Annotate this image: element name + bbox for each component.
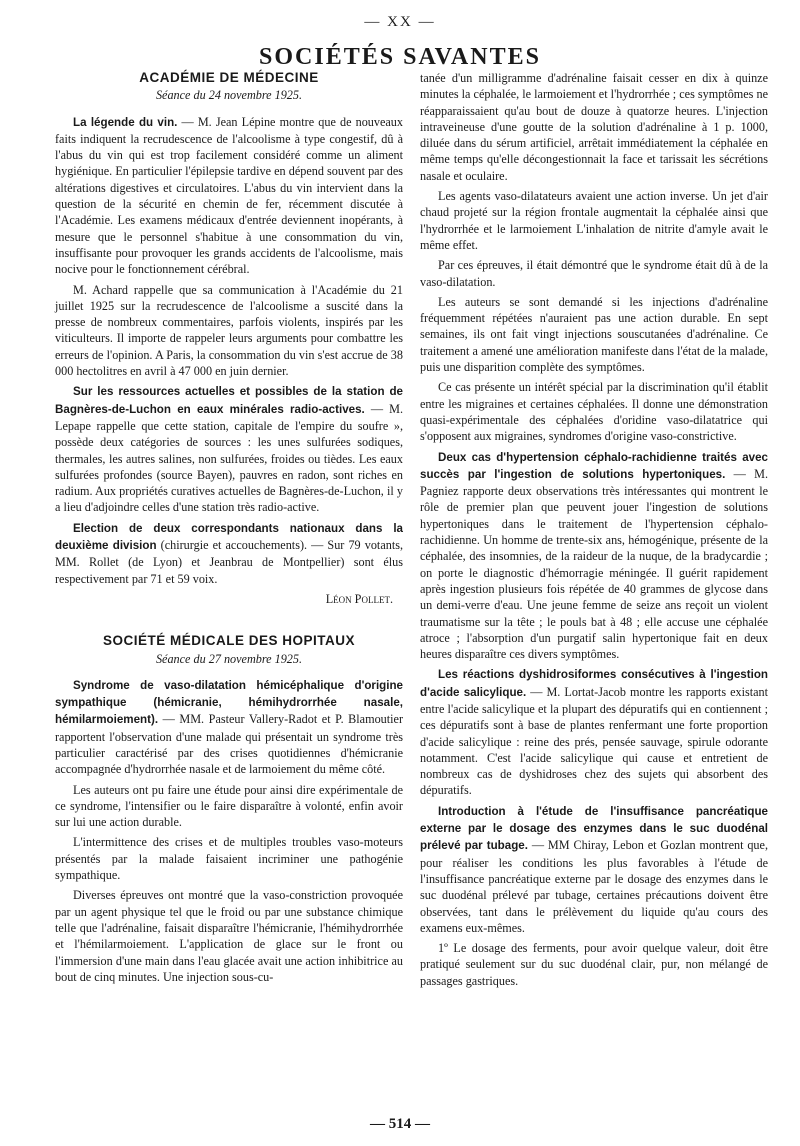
section-title-hopitaux: SOCIÉTÉ MÉDICALE DES HOPITAUX (102, 633, 356, 649)
article-vaso-dilatation (55, 677, 403, 778)
paragraph: Les auteurs ont pu faire une étude pour ainsi dire expérimentale de ce syndrome, l'intensifier ou le faire disparaître à volonté, enfin avoir sur lui une action durable. (55, 782, 403, 830)
paragraph: Les agents vaso-dilatateurs avaient une action inverse. Un jet d'air chaud projeté sur la région frontale augmentait la céphalée ainsi que l'hydrorrhée et le larmoiement L'inhalation de nitrite d'amyle avait le même effet. (420, 189, 768, 252)
section-title-academie: ACADÉMIE DE MÉDECINE (139, 70, 319, 85)
article-heading: Deux cas d'hypertension céphalo-rachidienne traités avec succès par l'ingestion de solutions hypertoniques. (420, 450, 768, 481)
paragraph-achard: M. Achard rappelle que sa communication à l'Académie du 21 juillet 1925 sur la recrudescence de l'alcoolisme a suscité dans la presse de nombreux commentaires, parfois violents, inspirés par les viticulteurs. Il importe de rappeler leurs arguments pour combattre les erreurs de l'opinion. A Paris, la consommation du vin s'est accrue de 38 000 hectolitres en avril à 47 000 en juin dernier. (55, 282, 403, 379)
left-column (55, 70, 403, 989)
right-column (420, 70, 768, 993)
page-number: — 514 — (370, 1116, 430, 1132)
paragraph: L'intermittence des crises et de multiples troubles vaso-moteurs présentés par la malade faisaient incriminer une pathogénie sympathique. (55, 835, 403, 883)
paragraph-continued: tanée d'un milligramme d'adrénaline faisait cesser en dix à quinze minutes la céphalée, le larmoiement et l'hydrorrhée ; ces symptômes ne réapparaissaient qu'au bout de douze à quatorze heures. L'injection intraveineuse d'une goutte de la solution d'adrénaline à 1 p. 1000, diluée dans du sérum artificiel, arrêtait immédiatement la céphalée en même temps qu'elle décongestionnait la face et tarissait les sécrétions nasale et oculaire. (420, 71, 768, 183)
article-heading: La légende du vin. (73, 115, 178, 129)
seance-date-hopitaux: Séance du 27 novembre 1925. (155, 651, 303, 666)
paragraph: Diverses épreuves ont montré que la vaso-constriction provoquée par un agent physique tel que le froid ou par une substance chimique telle que l'adrénaline, faisait disparaître l'hémicranie, l'hémihydrorrhée et l'hémilarmoiement. L'application de glace sur le front ou l'immersion d'une main dans l'eau glacée avait une action inhibitrice au bout de cinq minutes. Une injection sous-cu- (55, 888, 403, 984)
article-pancreatique (420, 803, 768, 936)
paragraph: 1º Le dosage des ferments, pour avoir quelque valeur, doit être pratiqué seulement sur du suc duodénal clair, pur, non mélangé de passages gastriques. (420, 941, 768, 988)
article-luchon (55, 383, 403, 515)
article-hypertension (420, 449, 768, 663)
article-legende-vin (55, 114, 403, 278)
article-body: — M. Lortat-Jacob montre les rapports existant entre l'acide salicylique et la plupart des dépuratifs qui en contiennent ; ces dépuratifs sont à base de plantes renfermant une forte proportion d'acide salicylique : reine des prés, pensée sauvage, spirule odorante notamment. C'est l'acide salicylique qui cause et entretient de nombreux cas de dyshidroses chez des sujets qui absorbent des dépuratifs. (420, 684, 768, 798)
article-heading: Syndrome de vaso-dilatation hémicéphalique d'origine sympathique (hémicranie, hémihydrorrhée nasale, hémilarmoiement). (55, 678, 403, 727)
article-body: — M. Lepape rappelle que cette station, capitale de l'empire du soufre », possède deux catégories de sources : les unes sulfurées sodiques, thermales, les autres salines, non sulfurées, froides ou tièdes. Les eaux sulfurées profondes (source Bayen), pauvres en radon, sont riches en radium. Aux propriétés curatives actuelles de Bagnères-de-Luchon, il y a lieu d'adjoindre celles d'une station très radio-active. (55, 401, 403, 515)
article-heading: Les réactions dyshidrosiformes consécutives à l'ingestion d'acide salicylique. (420, 668, 768, 699)
article-body: — M. Pagniez rapporte deux observations très intéressantes qui montrent le rôle de premier plan que peuvent jouer l'ingestion de solutions hypertoniques dans le traitement de l'hypertension céphalo-rachidienne. Un homme de trente-six ans, hémogénique, présente de la céphalée, des insomnies, de la raideur de la nuque, de la bradycardie ; on porte le diagnostic d'hémorragie méningée. Il guérit rapidement après ingestion plusieurs fois répétée de 40 grammes de glycose dans un demi-verre d'eau. Une jeune femme de seize ans reçoit un violent traumatisme sur la tête ; le pouls bat à 48 ; elle accuse une céphalée atroce ; l'absorption d'un purgatif salin hypertonique fait en deux heures disparaître ces divers symptômes. (420, 466, 768, 662)
article-heading: Election de deux correspondants nationaux dans la deuxième division (55, 521, 403, 553)
article-body: (chirurgie et accouchements). — Sur 79 votants, MM. Rollet (de Lyon) et Jeanbrau de Montpellier) sont élus respectivement par 71 et 59 voix. (55, 538, 404, 586)
paragraph: Par ces épreuves, il était démontré que le syndrome était dû à de la vaso-dilatation. (420, 258, 768, 289)
article-heading: Sur les ressources actuelles et possibles de la station de Bagnères-de-Luchon en eaux minérales radio-actives. (55, 385, 403, 416)
article-body: — MM. Pasteur Vallery-Radot et P. Blamoutier rapportent l'observation d'une malade qui présentait un syndrome très particulier caractérisé par des crises quotidiennes d'hémicranie accompagnée d'hydrorrhée nasale et de larmoiement du même côté. (55, 712, 403, 777)
article-dyshidrosiformes (420, 666, 768, 798)
article-heading: Introduction à l'étude de l'insuffisance pancréatique externe par le dosage des enzymes dans le suc duodénal prélevé par tubage. (420, 804, 768, 853)
article-body: — MM Chiray, Lebon et Gozlan montrent que, pour réaliser les conditions les plus favorables à l'étude de l'insuffisance pancréatique externe par le dosage des enzymes dans le suc duodénal prélevé par tubage, certaines précautions doivent être observées, tant dans le prélèvement du liquide qu'au cours des examens eux-mêmes. (420, 838, 768, 935)
seance-date-academie: Séance du 24 novembre 1925. (155, 88, 303, 103)
article-election (55, 520, 403, 587)
page-roman-numeral: — XX — (364, 14, 436, 30)
signature: Léon Pollet. (325, 591, 393, 606)
paragraph: Les auteurs se sont demandé si les injections d'adrénaline fréquemment répétées n'auraient pas une action durable. En sept semaines, ils ont fait vingt injections souscutanées d'adrénaline. Ce traitement a amené une amélioration manifeste dans l'état de la malade, puis une disparition complète des symptômes. (420, 294, 768, 375)
paragraph: Ce cas présente un intérêt spécial par la discrimination qu'il établit entre les migraines et certaines céphalées. Il donne une démonstration quasi-expérimentale des céphalées d'oridine vaso-dilatatrice qui s'opposent aux migraines, syndromes d'origine vaso-constrictive. (420, 380, 768, 444)
article-body: — M. Jean Lépine montre que de nouveaux faits indiquent la recrudescence de l'alcoolisme à type congestif, dû à l'abus du vin qui est trop facilement considéré comme un aliment hygiénique. En particulier l'épilepsie tardive en dépend souvent par des altérations digestives et circulatoires. L'abus du vin intervient dans la question de la sécurité en chemin de fer, récemment discutée à l'Académie. Les examens médicaux d'entrée deviennent inopérants, à mesure que le personnel s'habitue à une consommation du vin, insuffisante pour provoquer les grands accidents de l'alcoolisme, mais nocive pour le fonctionnement cérébral. (55, 114, 403, 277)
page-title: SOCIÉTÉS SAVANTES (259, 44, 541, 70)
